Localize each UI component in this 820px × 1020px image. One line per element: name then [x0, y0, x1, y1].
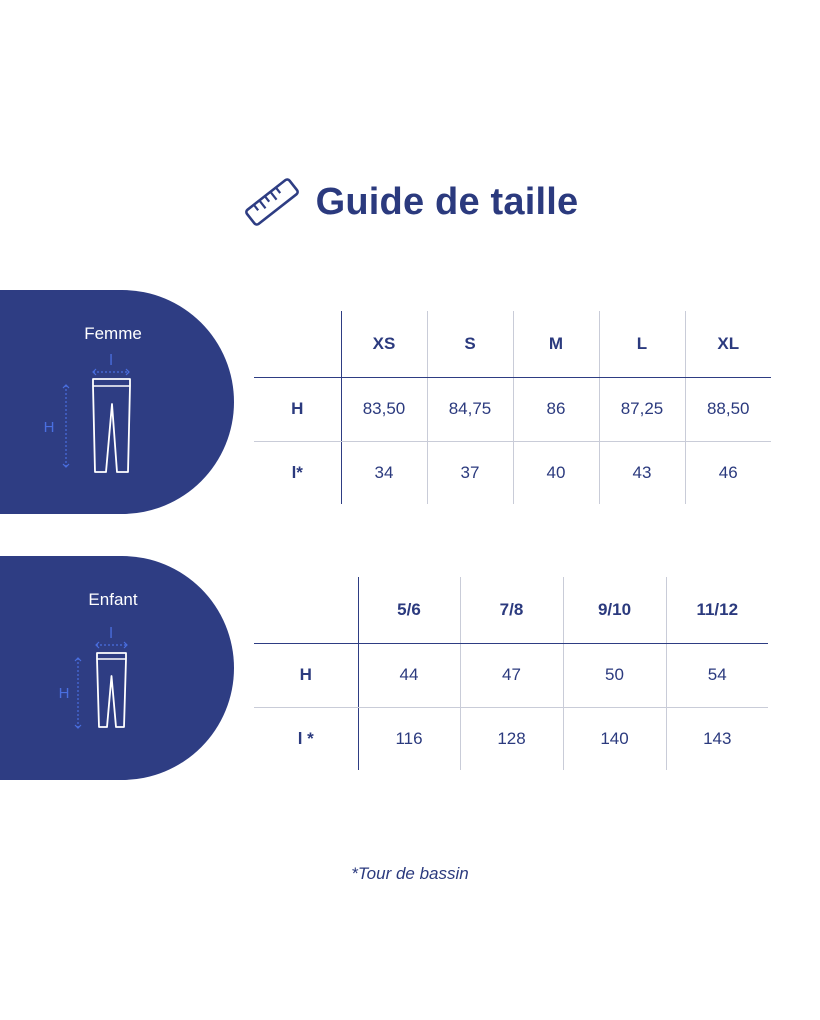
- enfant-height-label: H: [58, 685, 70, 702]
- page-title: Guide de taille: [315, 180, 579, 223]
- femme-height-label: H: [43, 419, 55, 436]
- table-cell: 87,25: [599, 377, 685, 441]
- size-header: M: [513, 311, 599, 377]
- size-header: 11/12: [666, 577, 768, 643]
- table-row: [254, 377, 771, 441]
- table-cell: 43: [599, 441, 685, 504]
- enfant-width-label: l: [109, 625, 113, 642]
- size-header: 9/10: [563, 577, 666, 643]
- size-header: 5/6: [358, 577, 460, 643]
- table-cell: 143: [666, 707, 768, 770]
- ruler-icon: [242, 172, 302, 232]
- femme-panel: [0, 290, 234, 514]
- table-cell: 88,50: [685, 377, 771, 441]
- femme-width-label: l: [109, 352, 113, 369]
- size-header: L: [599, 311, 685, 377]
- table-cell: 34: [341, 441, 427, 504]
- table-cell: 54: [666, 643, 768, 707]
- row-label: l *: [297, 728, 314, 748]
- enfant-header-row: [254, 577, 768, 643]
- table-cell: 128: [460, 707, 563, 770]
- table-cell: 116: [358, 707, 460, 770]
- table-cell: 86: [513, 377, 599, 441]
- size-header: XS: [341, 311, 427, 377]
- table-row: [254, 643, 768, 707]
- table-cell: 37: [427, 441, 513, 504]
- enfant-panel: [0, 556, 234, 780]
- table-cell: 50: [563, 643, 666, 707]
- enfant-size-table: [254, 577, 768, 770]
- leggings-icon: [50, 624, 150, 732]
- femme-size-table: [254, 311, 771, 504]
- table-cell: 40: [513, 441, 599, 504]
- table-row: [254, 441, 771, 504]
- footnote: *Tour de bassin: [351, 864, 469, 883]
- leggings-icon: [40, 352, 150, 474]
- femme-header-row: [254, 311, 771, 377]
- corner-cell: [254, 311, 341, 377]
- table-cell: 44: [358, 643, 460, 707]
- corner-cell: [254, 577, 358, 643]
- row-label: H: [254, 643, 358, 707]
- table-cell: 83,50: [341, 377, 427, 441]
- size-header: XL: [685, 311, 771, 377]
- table-cell: 84,75: [427, 377, 513, 441]
- femme-label: Femme: [84, 324, 142, 343]
- page-header: [0, 172, 820, 232]
- size-header: 7/8: [460, 577, 563, 643]
- enfant-label: Enfant: [88, 590, 138, 609]
- row-label: H: [254, 377, 341, 441]
- table-cell: 140: [563, 707, 666, 770]
- table-cell: 47: [460, 643, 563, 707]
- size-header: S: [427, 311, 513, 377]
- table-cell: 46: [685, 441, 771, 504]
- row-label: l*: [291, 462, 303, 482]
- table-row: [254, 707, 768, 770]
